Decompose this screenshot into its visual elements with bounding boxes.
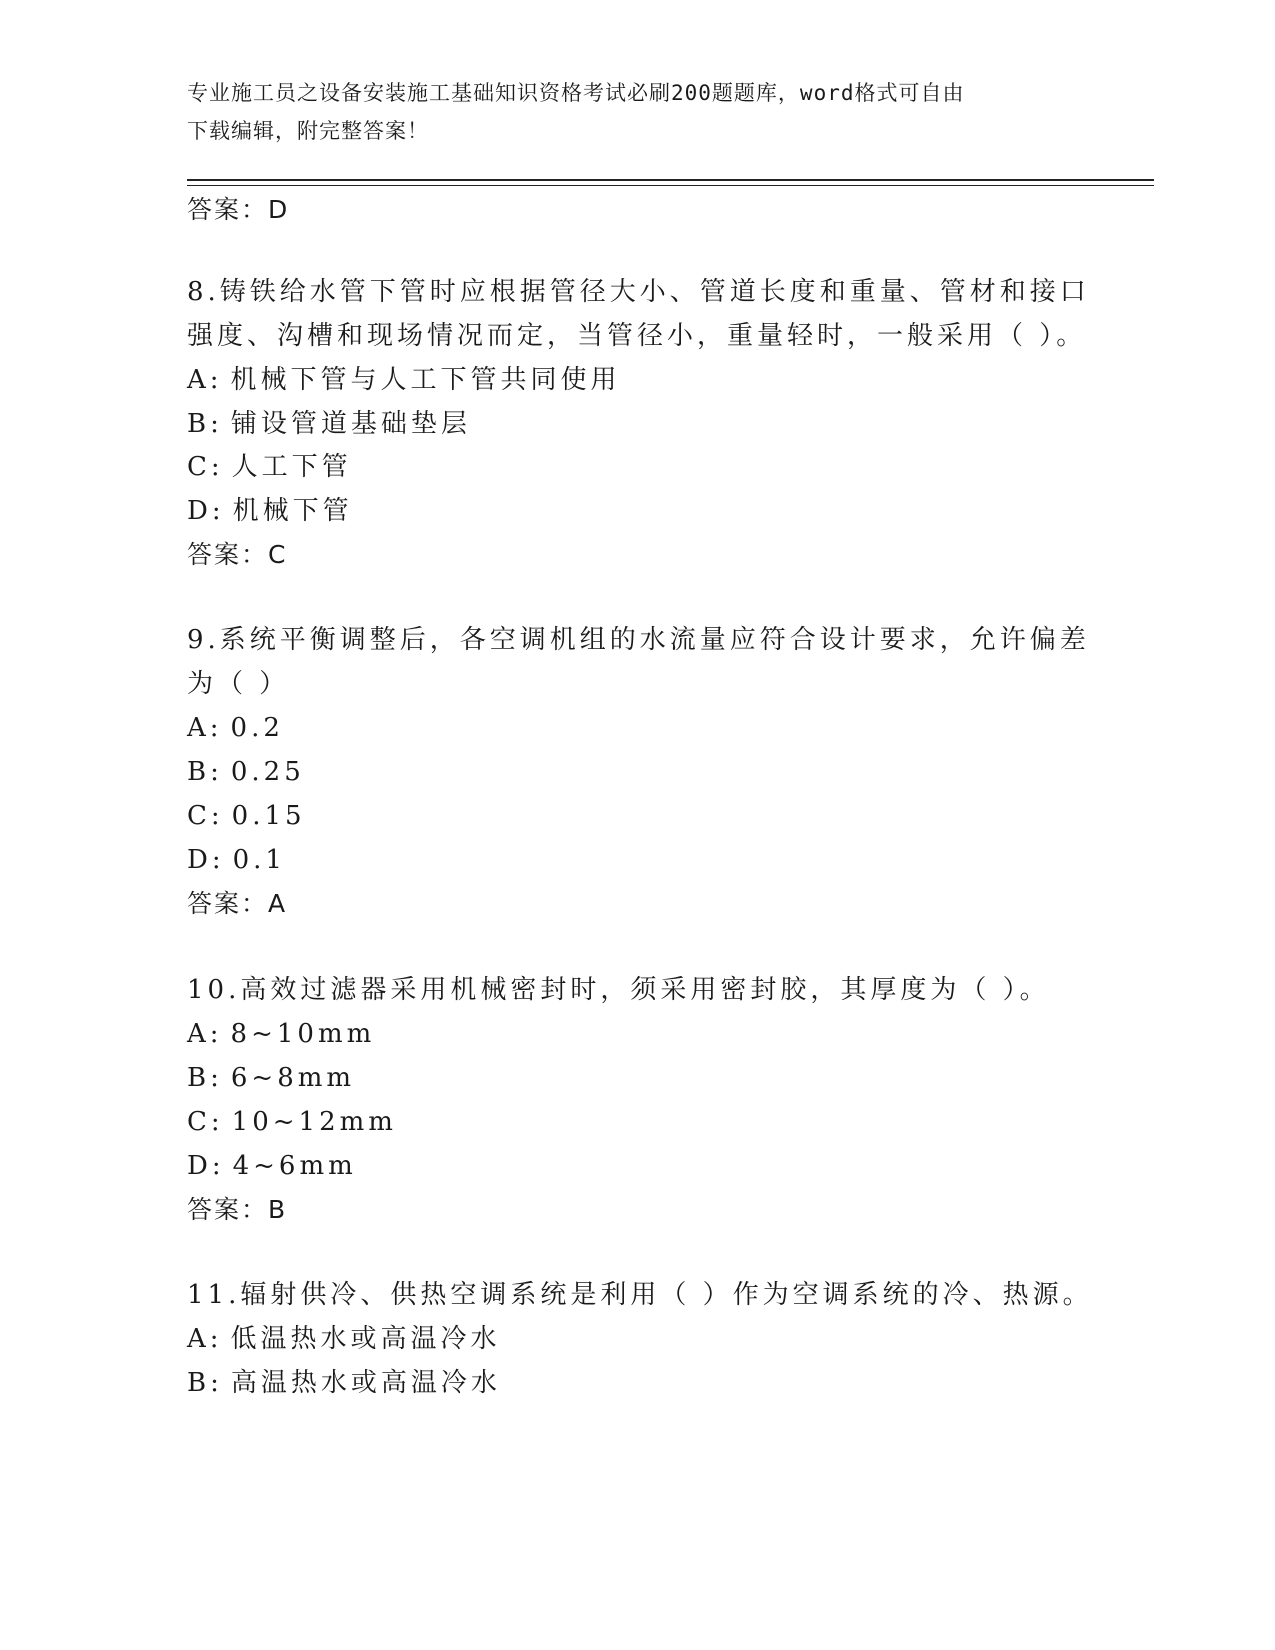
option-text: 0.25 — [230, 757, 305, 787]
option-text: 机械下管与人工下管共同使用 — [230, 365, 621, 395]
option-key: A: — [187, 365, 223, 395]
question-8-stem-line-2: 强度、沟槽和现场情况而定，当管径小，重量轻时，一般采用（ ）。 — [187, 321, 1087, 351]
question-8-answer: 答案：C — [187, 540, 288, 569]
question-9-option-a — [187, 708, 284, 748]
question-9-stem-line-2: 为（ ） — [187, 669, 290, 699]
option-key: A: — [187, 713, 223, 743]
option-text: 人工下管 — [231, 452, 352, 482]
question-10-option-c — [187, 1102, 397, 1142]
option-key: D: — [187, 1151, 225, 1181]
question-8-option-a — [187, 360, 621, 400]
question-9-option-d — [187, 840, 286, 880]
header-divider-thick — [187, 179, 1154, 181]
option-key: D: — [187, 845, 225, 875]
option-key: B: — [187, 409, 223, 439]
previous-answer: 答案：D — [187, 195, 290, 224]
option-text: 铺设管道基础垫层 — [230, 409, 471, 439]
option-key: C: — [187, 452, 224, 482]
option-key: D: — [187, 496, 225, 526]
option-text: 低温热水或高温冷水 — [230, 1324, 501, 1354]
question-8-option-c — [187, 447, 352, 487]
header-line-1: 专业施工员之设备安装施工基础知识资格考试必刷200题题库，word格式可自由 — [187, 81, 965, 105]
question-8-option-d — [187, 491, 353, 531]
option-key: A: — [187, 1019, 223, 1049]
question-9-option-b — [187, 752, 305, 792]
document-header — [187, 74, 1067, 150]
question-9-option-c — [187, 796, 306, 836]
question-11-option-a — [187, 1319, 501, 1359]
question-8-stem-line-1: 8.铸铁给水管下管时应根据管径大小、管道长度和重量、管材和接口 — [187, 277, 1090, 307]
question-11-stem: 11.辐射供冷、供热空调系统是利用（ ）作为空调系统的冷、热源。 — [187, 1280, 1093, 1310]
question-10-option-a — [187, 1014, 375, 1054]
question-10-option-b — [187, 1058, 355, 1098]
option-key: C: — [187, 801, 224, 831]
option-key: A: — [187, 1324, 223, 1354]
question-8-option-b — [187, 404, 471, 444]
question-10-option-d — [187, 1146, 357, 1186]
option-text: 6~8mm — [230, 1063, 356, 1093]
question-10-answer: 答案：B — [187, 1195, 288, 1224]
question-9-answer: 答案：A — [187, 889, 288, 918]
option-text: 0.1 — [232, 845, 286, 875]
option-text: 0.15 — [231, 801, 306, 831]
option-text: 机械下管 — [232, 496, 353, 526]
header-divider-thin — [187, 185, 1154, 186]
option-text: 高温热水或高温冷水 — [230, 1368, 501, 1398]
option-key: B: — [187, 1063, 223, 1093]
option-key: B: — [187, 757, 223, 787]
question-11-option-b — [187, 1363, 501, 1403]
header-line-2: 下载编辑，附完整答案！ — [187, 119, 429, 143]
question-10-stem: 10.高效过滤器采用机械密封时，须采用密封胶，其厚度为（ ）。 — [187, 975, 1050, 1005]
option-text: 10~12mm — [231, 1107, 397, 1137]
option-key: C: — [187, 1107, 224, 1137]
option-text: 0.2 — [230, 713, 284, 743]
option-key: B: — [187, 1368, 223, 1398]
option-text: 4~6mm — [232, 1151, 357, 1181]
option-text: 8~10mm — [230, 1019, 376, 1049]
question-9-stem-line-1: 9.系统平衡调整后，各空调机组的水流量应符合设计要求，允许偏差 — [187, 625, 1090, 655]
